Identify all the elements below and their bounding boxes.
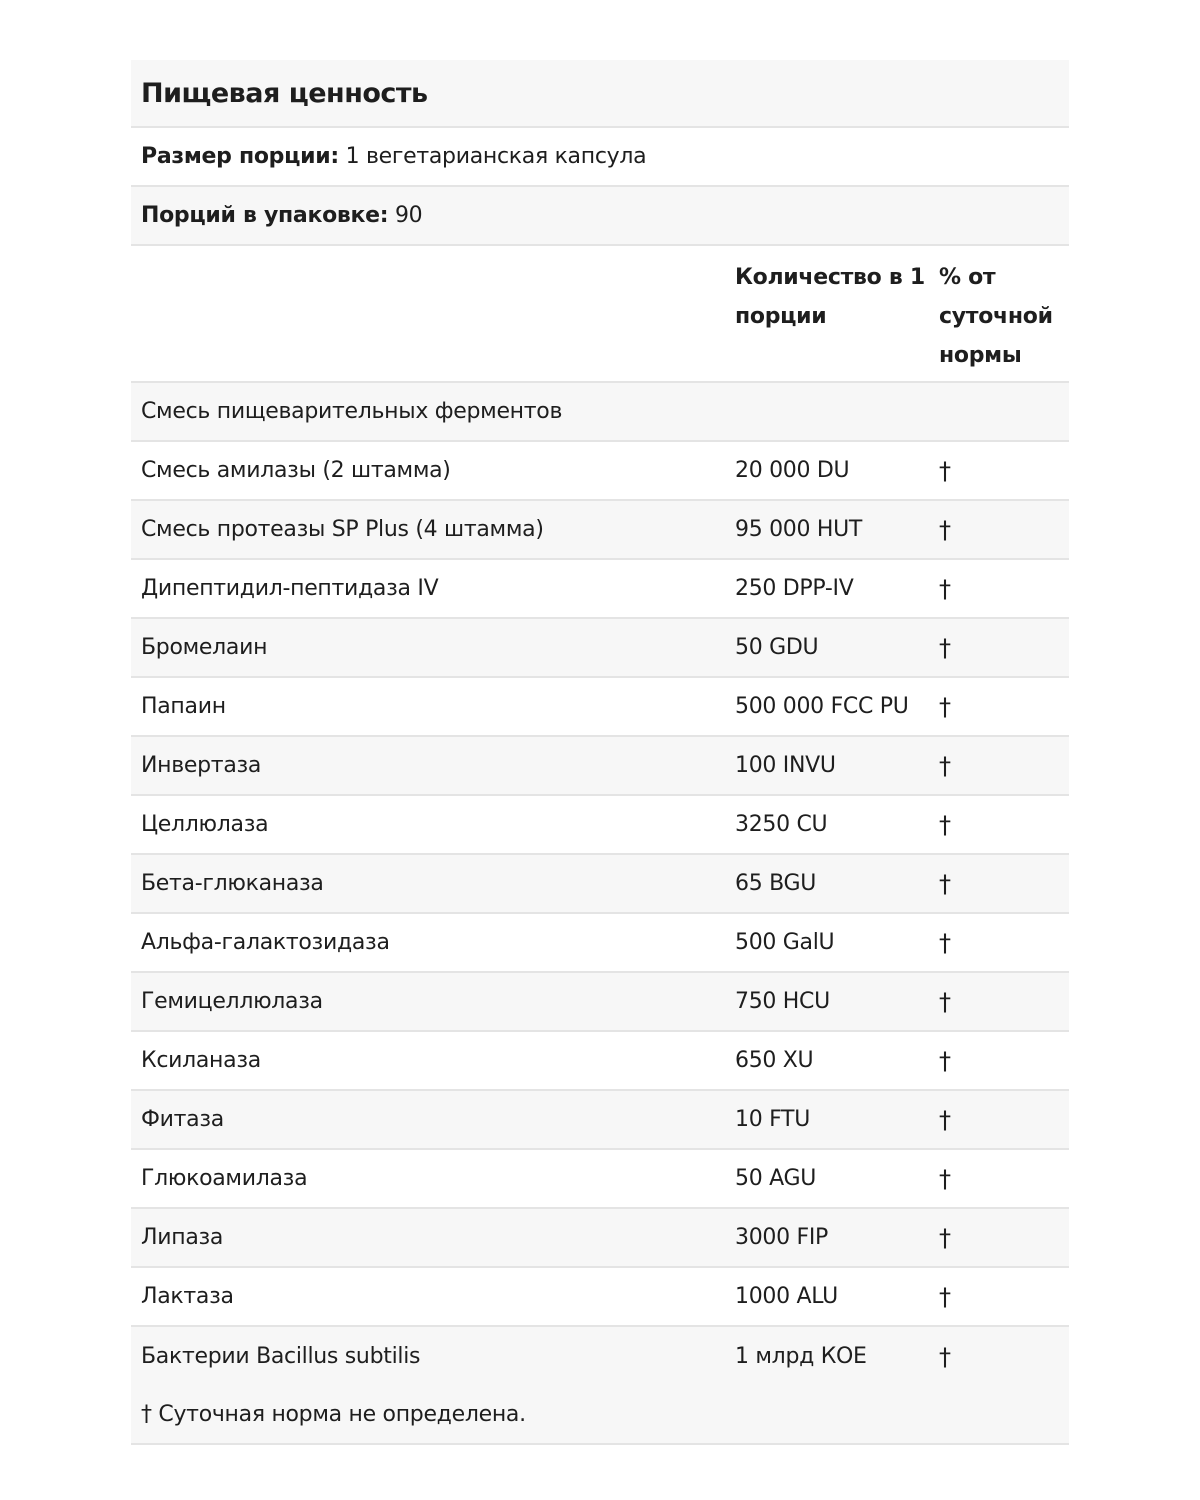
ingredient-amount: 650 XU: [735, 1048, 814, 1073]
group-label: Смесь пищеварительных ферментов: [141, 399, 563, 424]
ingredient-name: Липаза: [141, 1225, 224, 1250]
table-title: Пищевая ценность: [141, 77, 428, 109]
ingredient-daily-value: †: [939, 1046, 951, 1075]
group-row: [131, 383, 1069, 442]
ingredient-daily-value: †: [939, 1105, 951, 1134]
table-row: [131, 678, 1069, 737]
table-row: [131, 855, 1069, 914]
table-row: [131, 1150, 1069, 1209]
footnote: † Суточная норма не определена.: [141, 1402, 526, 1427]
ingredient-name: Папаин: [141, 694, 226, 719]
ingredient-name: Глюкоамилаза: [141, 1166, 308, 1191]
column-header-row: [131, 246, 1069, 383]
nutrition-facts-table: [131, 60, 1069, 1445]
ingredient-name: Инвертаза: [141, 753, 262, 778]
ingredient-amount: 10 FTU: [735, 1107, 810, 1132]
ingredient-daily-value: †: [939, 987, 951, 1016]
header-amount: Количество в 1 порции: [735, 265, 925, 329]
ingredient-daily-value: †: [939, 1342, 951, 1371]
ingredient-name: Лактаза: [141, 1284, 234, 1309]
ingredient-amount: 50 GDU: [735, 635, 819, 660]
ingredient-name: Дипептидил-пептидаза IV: [141, 576, 439, 601]
ingredient-name: Смесь амилазы (2 штамма): [141, 458, 451, 483]
ingredient-daily-value: †: [939, 1223, 951, 1252]
ingredient-amount: 1 млрд КОЕ: [735, 1344, 867, 1369]
table-row: [131, 914, 1069, 973]
serving-size-row: [131, 128, 1069, 187]
table-row: [131, 501, 1069, 560]
ingredient-amount: 250 DPP-IV: [735, 576, 854, 601]
table-row: [131, 442, 1069, 501]
ingredient-list: [131, 442, 1069, 1386]
ingredient-daily-value: †: [939, 574, 951, 603]
table-row: [131, 1032, 1069, 1091]
ingredient-daily-value: †: [939, 633, 951, 662]
table-row: [131, 1091, 1069, 1150]
ingredient-name: Смесь протеазы SP Plus (4 штамма): [141, 517, 544, 542]
ingredient-daily-value: †: [939, 456, 951, 485]
ingredient-name: Гемицеллюлаза: [141, 989, 323, 1014]
table-row: [131, 973, 1069, 1032]
servings-per-container-value: 90: [388, 203, 423, 228]
ingredient-amount: 65 BGU: [735, 871, 817, 896]
table-row: [131, 737, 1069, 796]
servings-per-container-label: Порций в упаковке:: [141, 203, 389, 228]
ingredient-amount: 3250 CU: [735, 812, 828, 837]
title-row: [131, 60, 1069, 128]
ingredient-amount: 100 INVU: [735, 753, 836, 778]
ingredient-amount: 1000 ALU: [735, 1284, 838, 1309]
ingredient-daily-value: †: [939, 692, 951, 721]
ingredient-daily-value: †: [939, 751, 951, 780]
servings-per-container-row: [131, 187, 1069, 246]
footnote-row: [131, 1386, 1069, 1443]
table-row: [131, 1268, 1069, 1327]
ingredient-name: Альфа-галактозидаза: [141, 930, 390, 955]
ingredient-name: Целлюлаза: [141, 812, 269, 837]
ingredient-amount: 500 000 FCC PU: [735, 694, 909, 719]
ingredient-name: Фитаза: [141, 1107, 224, 1132]
ingredient-name: Бромелаин: [141, 635, 268, 660]
table-row: [131, 1327, 1069, 1386]
serving-size-label: Размер порции:: [141, 144, 339, 169]
ingredient-amount: 3000 FIP: [735, 1225, 828, 1250]
ingredient-name: Бактерии Bacillus subtilis: [141, 1344, 421, 1369]
header-daily-value: % от суточной нормы: [939, 265, 1053, 368]
table-row: [131, 796, 1069, 855]
ingredient-amount: 20 000 DU: [735, 458, 850, 483]
ingredient-daily-value: †: [939, 810, 951, 839]
ingredient-amount: 50 AGU: [735, 1166, 817, 1191]
ingredient-name: Бета-глюканаза: [141, 871, 324, 896]
table-row: [131, 619, 1069, 678]
serving-size-value: 1 вегетарианская капсула: [338, 144, 647, 169]
ingredient-amount: 500 GalU: [735, 930, 835, 955]
table-row: [131, 1209, 1069, 1268]
ingredient-daily-value: †: [939, 1282, 951, 1311]
ingredient-amount: 95 000 HUT: [735, 517, 863, 542]
ingredient-daily-value: †: [939, 1164, 951, 1193]
ingredient-name: Ксиланаза: [141, 1048, 261, 1073]
ingredient-amount: 750 HCU: [735, 989, 830, 1014]
table-row: [131, 560, 1069, 619]
ingredient-daily-value: †: [939, 869, 951, 898]
ingredient-daily-value: †: [939, 928, 951, 957]
ingredient-daily-value: †: [939, 515, 951, 544]
